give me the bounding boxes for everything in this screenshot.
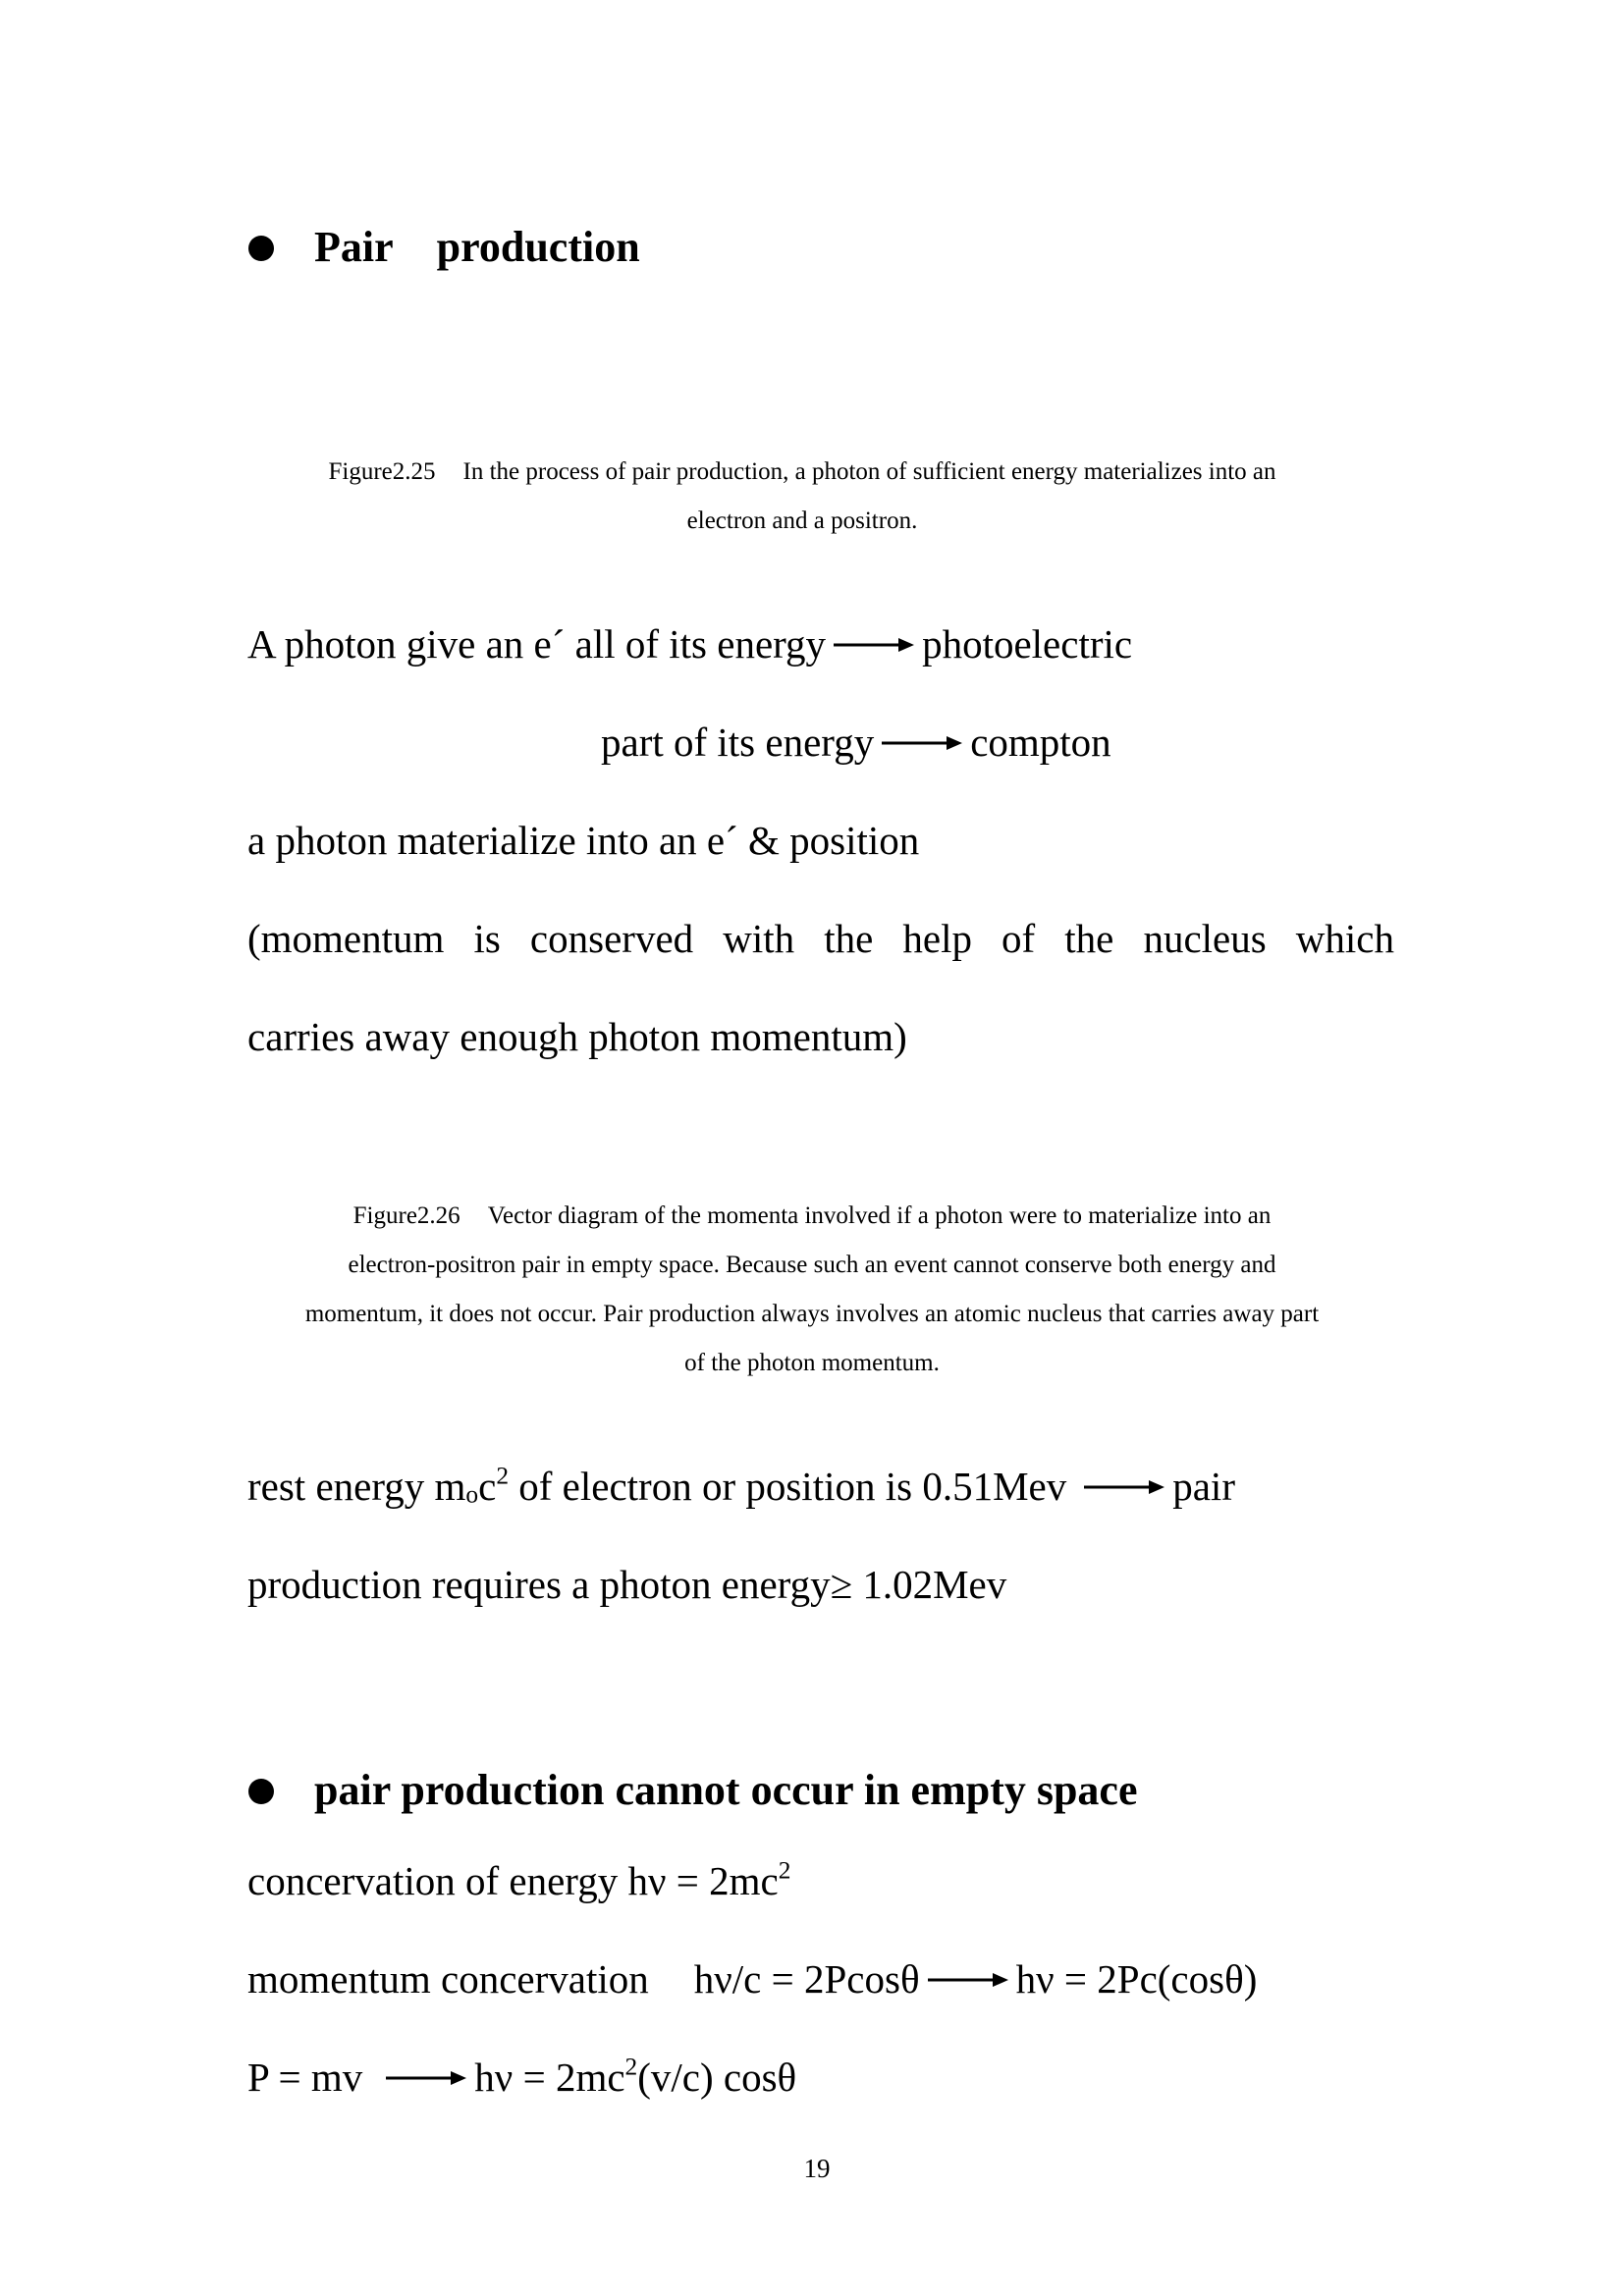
superscript: 2 — [624, 2053, 638, 2081]
text-segment: of electron or position is 0.51Mev — [509, 1464, 1067, 1509]
text-line-p-equals-mv — [247, 2054, 796, 2101]
text-segment: momentum concervation — [247, 1956, 649, 2002]
caption-text: In the process of pair production, a photon of sufficient energy materializes into an — [462, 458, 1276, 485]
page-number: 19 — [803, 2154, 831, 2183]
subscript: o — [465, 1480, 479, 1509]
text-segment: compton — [970, 720, 1111, 765]
figure-label: Figure2.26 — [352, 1202, 460, 1229]
bullet-icon — [248, 236, 274, 261]
text-segment: concervation of energy hν = 2mc — [247, 1858, 779, 1903]
caption-line — [236, 448, 1369, 497]
text-line: a photon materialize into an e´ & position — [247, 818, 920, 863]
text-segment: A photon give an e´ all of its energy — [247, 621, 827, 667]
caption-line: momentum, it does not occur. Pair production always involves an atomic nucleus that carries away part — [304, 1301, 1320, 1327]
text-segment: pair — [1172, 1464, 1235, 1509]
text-segment: hν/c = 2Pcosθ — [693, 1956, 920, 2002]
bullet-icon — [248, 1779, 274, 1804]
text-line-photoelectric — [247, 620, 1132, 667]
section-heading-pair-production — [314, 222, 640, 272]
caption-line: electron and a positron. — [686, 507, 918, 534]
superscript: 2 — [778, 1856, 791, 1885]
caption-line: electron-positron pair in empty space. Because such an event cannot conserve both energy and — [348, 1252, 1276, 1278]
caption-line — [236, 1192, 1388, 1241]
text-line-compton — [601, 719, 1111, 766]
text-line-rest-energy — [247, 1463, 1235, 1510]
text-segment: photoelectric — [922, 621, 1133, 667]
heading-word-1: Pair — [314, 223, 394, 271]
text-line-momentum-conservation — [247, 1955, 1257, 2002]
caption-line: of the photon momentum. — [684, 1350, 940, 1376]
section-heading-empty-space: pair production cannot occur in empty space — [314, 1766, 1138, 1814]
text-segment: hν = 2mc — [474, 2055, 625, 2100]
right-arrow-icon — [386, 2070, 466, 2086]
figure-2-25-caption — [236, 448, 1369, 546]
text-line-energy-conservation — [247, 1857, 790, 1904]
caption-text: Vector diagram of the momenta involved if a photon were to materialize into an — [487, 1202, 1272, 1229]
text-segment: part of its energy — [601, 720, 875, 765]
right-arrow-icon — [1084, 1479, 1164, 1495]
figure-label: Figure2.25 — [328, 458, 436, 485]
right-arrow-icon — [882, 735, 962, 751]
right-arrow-icon — [834, 637, 914, 653]
text-segment: P = mv — [247, 2055, 363, 2100]
heading-word-2: production — [436, 223, 640, 271]
figure-2-26-caption — [236, 1192, 1388, 1388]
text-line: production requires a photon energy≥ 1.02Mev — [247, 1562, 1007, 1607]
text-segment: rest energy m — [247, 1464, 466, 1509]
superscript: 2 — [496, 1462, 510, 1490]
text-segment: (v/c) cosθ — [637, 2055, 797, 2100]
text-segment: c — [478, 1464, 497, 1509]
text-segment: hν = 2Pc(cosθ) — [1015, 1956, 1258, 2002]
right-arrow-icon — [928, 1972, 1008, 1988]
text-line: carries away enough photon momentum) — [247, 1014, 907, 1059]
text-line-justified: (momentum is conserved with the help of the nucleus which — [247, 916, 1394, 961]
